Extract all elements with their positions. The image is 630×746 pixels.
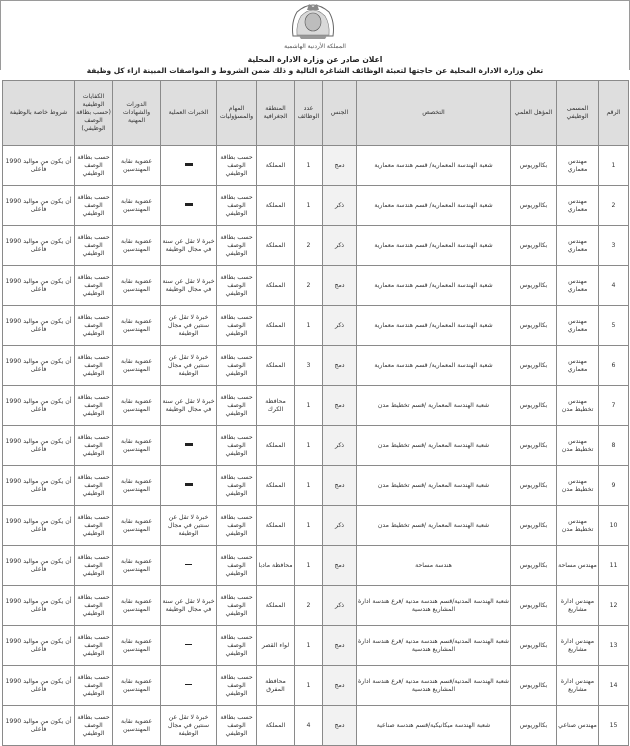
cell-conditions: أن يكون من مواليد 1990 فأعلى <box>3 586 75 626</box>
cell-title: مهندس تخطيط مدن <box>557 466 599 506</box>
cell-count: 1 <box>295 506 323 546</box>
cell-num: 9 <box>599 466 629 506</box>
cell-region: المملكة <box>257 506 295 546</box>
cell-region: المملكة <box>257 586 295 626</box>
table-row <box>3 146 629 186</box>
cell-specialization: شعبة الهندسة ميكانيكية/قسم هندسة صناعية <box>357 706 511 746</box>
cell-conditions: أن يكون من مواليد 1990 فأعلى <box>3 546 75 586</box>
cell-competencies: حسب بطاقة الوصف الوظيفي <box>75 386 113 426</box>
cell-title: مهندس معماري <box>557 226 599 266</box>
table-row <box>3 266 629 306</box>
cell-region: المملكة <box>257 226 295 266</box>
cell-courses: عضوية نقابة المهندسين <box>113 506 161 546</box>
cell-num: 11 <box>599 546 629 586</box>
cell-title: مهندس تخطيط مدن <box>557 426 599 466</box>
cell-tasks: حسب بطاقة الوصف الوظيفي <box>217 506 257 546</box>
cell-qualification: بكالوريوس <box>511 426 557 466</box>
cell-conditions: أن يكون من مواليد 1990 فأعلى <box>3 306 75 346</box>
cell-experience <box>161 466 217 506</box>
empty-dash <box>185 443 193 446</box>
cell-num: 12 <box>599 586 629 626</box>
cell-gender: ذكر <box>323 506 357 546</box>
cell-competencies: حسب بطاقة الوصف الوظيفي <box>75 546 113 586</box>
cell-qualification: بكالوريوس <box>511 186 557 226</box>
cell-count: 1 <box>295 466 323 506</box>
coat-of-arms-emblem <box>287 2 339 40</box>
cell-specialization: شعبة الهندسة المعمارية /قسم تخطيط مدن <box>357 386 511 426</box>
cell-specialization: شعبة الهندسة المعمارية/ قسم هندسة معمارية <box>357 306 511 346</box>
cell-qualification: بكالوريوس <box>511 586 557 626</box>
cell-title: مهندس معماري <box>557 186 599 226</box>
cell-specialization: شعبة الهندسة المعمارية/ قسم هندسة معمارية <box>357 146 511 186</box>
cell-experience <box>161 146 217 186</box>
cell-courses: عضوية نقابة المهندسين <box>113 186 161 226</box>
cell-courses: عضوية نقابة المهندسين <box>113 146 161 186</box>
ministry-calligraphy: المملكة الأردنية الهاشمية <box>284 43 346 50</box>
empty-dash <box>185 644 192 645</box>
cell-region: المملكة <box>257 706 295 746</box>
cell-num: 3 <box>599 226 629 266</box>
cell-conditions: أن يكون من مواليد 1990 فأعلى <box>3 226 75 266</box>
cell-count: 2 <box>295 226 323 266</box>
table-row <box>3 346 629 386</box>
cell-region: المملكة <box>257 306 295 346</box>
cell-count: 1 <box>295 306 323 346</box>
cell-experience: خبرة لا تقل عن سنة في مجال الوظيفة <box>161 586 217 626</box>
cell-title: مهندس تخطيط مدن <box>557 386 599 426</box>
cell-experience: خبرة لا تقل عن سنة في مجال الوظيفة <box>161 386 217 426</box>
cell-qualification: بكالوريوس <box>511 666 557 706</box>
cell-num: 8 <box>599 426 629 466</box>
cell-specialization: شعبة الهندسة المدنية/قسم هندسة مدنية /فرع هندسة ادارة المشاريع هندسية <box>357 666 511 706</box>
cell-tasks: حسب بطاقة الوصف الوظيفي <box>217 546 257 586</box>
cell-tasks: حسب بطاقة الوصف الوظيفي <box>217 706 257 746</box>
cell-tasks: حسب بطاقة الوصف الوظيفي <box>217 266 257 306</box>
cell-qualification: بكالوريوس <box>511 266 557 306</box>
cell-specialization: شعبة الهندسة المعمارية/ قسم هندسة معمارية <box>357 346 511 386</box>
table-row <box>3 426 629 466</box>
cell-count: 1 <box>295 146 323 186</box>
cell-specialization: شعبة الهندسة المعمارية /قسم تخطيط مدن <box>357 426 511 466</box>
cell-region: المملكة <box>257 426 295 466</box>
cell-num: 4 <box>599 266 629 306</box>
header-tasks: المهام والمسؤوليات <box>217 81 257 146</box>
cell-qualification: بكالوريوس <box>511 386 557 426</box>
header-title: المسمى الوظيفي <box>557 81 599 146</box>
cell-gender: ذكر <box>323 226 357 266</box>
table-row <box>3 586 629 626</box>
cell-num: 15 <box>599 706 629 746</box>
cell-specialization: شعبة الهندسة المعمارية/ قسم هندسة معمارية <box>357 266 511 306</box>
cell-experience: خبرة لا تقل عن سنتين في مجال الوظيفة <box>161 506 217 546</box>
announcement-subtitle: تعلن وزارة الادارة المحلية عن حاجتها لتعبئة الوظائف الشاغرة التالية و ذلك ضمن الشروط و المواصفات المبينة ازاء كل وظيفة <box>86 66 544 75</box>
cell-tasks: حسب بطاقة الوصف الوظيفي <box>217 626 257 666</box>
cell-competencies: حسب بطاقة الوصف الوظيفي <box>75 586 113 626</box>
cell-qualification: بكالوريوس <box>511 546 557 586</box>
job-vacancies-table <box>2 80 629 746</box>
cell-title: مهندس صناعي <box>557 706 599 746</box>
cell-competencies: حسب بطاقة الوصف الوظيفي <box>75 626 113 666</box>
header-specialization: التخصص <box>357 81 511 146</box>
table-row <box>3 626 629 666</box>
cell-experience <box>161 626 217 666</box>
cell-count: 1 <box>295 626 323 666</box>
cell-num: 10 <box>599 506 629 546</box>
cell-courses: عضوية نقابة المهندسين <box>113 386 161 426</box>
empty-dash <box>185 564 192 565</box>
cell-conditions: أن يكون من مواليد 1990 فأعلى <box>3 426 75 466</box>
cell-experience: خبرة لا تقل عن سنتين في مجال الوظيفة <box>161 706 217 746</box>
page-top-border <box>0 0 630 1</box>
cell-title: مهندس تخطيط مدن <box>557 506 599 546</box>
cell-courses: عضوية نقابة المهندسين <box>113 266 161 306</box>
cell-region: المملكة <box>257 466 295 506</box>
cell-competencies: حسب بطاقة الوصف الوظيفي <box>75 226 113 266</box>
table-row <box>3 506 629 546</box>
cell-gender: ذكر <box>323 186 357 226</box>
cell-courses: عضوية نقابة المهندسين <box>113 226 161 266</box>
empty-dash <box>185 203 193 206</box>
cell-num: 6 <box>599 346 629 386</box>
header-count: عدد الوظائف <box>295 81 323 146</box>
cell-experience <box>161 666 217 706</box>
cell-title: مهندس ادارة مشاريع <box>557 666 599 706</box>
cell-competencies: حسب بطاقة الوصف الوظيفي <box>75 146 113 186</box>
cell-region: محافظة الكرك <box>257 386 295 426</box>
cell-qualification: بكالوريوس <box>511 226 557 266</box>
cell-qualification: بكالوريوس <box>511 706 557 746</box>
cell-tasks: حسب بطاقة الوصف الوظيفي <box>217 666 257 706</box>
cell-tasks: حسب بطاقة الوصف الوظيفي <box>217 346 257 386</box>
cell-title: مهندس مساحة <box>557 546 599 586</box>
cell-courses: عضوية نقابة المهندسين <box>113 706 161 746</box>
cell-gender: دمج <box>323 346 357 386</box>
cell-competencies: حسب بطاقة الوصف الوظيفي <box>75 706 113 746</box>
cell-count: 1 <box>295 546 323 586</box>
cell-conditions: أن يكون من مواليد 1990 فأعلى <box>3 506 75 546</box>
table-row <box>3 306 629 346</box>
cell-qualification: بكالوريوس <box>511 346 557 386</box>
table-row <box>3 226 629 266</box>
table-row <box>3 666 629 706</box>
cell-qualification: بكالوريوس <box>511 506 557 546</box>
cell-count: 2 <box>295 586 323 626</box>
cell-specialization: شعبة الهندسة المدنية/قسم هندسة مدنية /فرع هندسة ادارة المشاريع هندسية <box>357 626 511 666</box>
cell-tasks: حسب بطاقة الوصف الوظيفي <box>217 146 257 186</box>
cell-gender: دمج <box>323 666 357 706</box>
header-competencies: الكفايات الوظيفية (حسب بطاقة الوصف الوظيفي) <box>75 81 113 146</box>
table-row <box>3 706 629 746</box>
cell-num: 2 <box>599 186 629 226</box>
cell-experience: خبرة لا تقل عن سنتين في مجال الوظيفة <box>161 346 217 386</box>
cell-gender: دمج <box>323 386 357 426</box>
cell-competencies: حسب بطاقة الوصف الوظيفي <box>75 666 113 706</box>
empty-dash <box>185 163 193 166</box>
cell-gender: دمج <box>323 706 357 746</box>
cell-title: مهندس معماري <box>557 146 599 186</box>
cell-qualification: بكالوريوس <box>511 466 557 506</box>
cell-count: 1 <box>295 666 323 706</box>
cell-count: 3 <box>295 346 323 386</box>
table-row <box>3 546 629 586</box>
cell-num: 5 <box>599 306 629 346</box>
cell-region: المملكة <box>257 346 295 386</box>
cell-count: 1 <box>295 426 323 466</box>
table-body <box>3 146 629 746</box>
header-gender: الجنس <box>323 81 357 146</box>
cell-specialization: هندسة مساحة <box>357 546 511 586</box>
cell-region: المملكة <box>257 266 295 306</box>
cell-courses: عضوية نقابة المهندسين <box>113 586 161 626</box>
cell-count: 4 <box>295 706 323 746</box>
header-qualification: المؤهل العلمي <box>511 81 557 146</box>
cell-region: محافظة مادبا <box>257 546 295 586</box>
cell-courses: عضوية نقابة المهندسين <box>113 546 161 586</box>
cell-conditions: أن يكون من مواليد 1990 فأعلى <box>3 466 75 506</box>
cell-experience <box>161 186 217 226</box>
table-row <box>3 466 629 506</box>
cell-courses: عضوية نقابة المهندسين <box>113 626 161 666</box>
cell-title: مهندس ادارة مشاريع <box>557 626 599 666</box>
cell-specialization: شعبة الهندسة المعمارية /قسم تخطيط مدن <box>357 506 511 546</box>
cell-conditions: أن يكون من مواليد 1990 فأعلى <box>3 706 75 746</box>
header-experience: الخبرات العملية <box>161 81 217 146</box>
cell-experience: خبرة لا تقل عن سنة في مجال الوظيفة <box>161 266 217 306</box>
cell-competencies: حسب بطاقة الوصف الوظيفي <box>75 306 113 346</box>
cell-specialization: شعبة الهندسة المعمارية/ قسم هندسة معمارية <box>357 186 511 226</box>
cell-experience <box>161 426 217 466</box>
cell-specialization: شعبة الهندسة المعمارية /قسم تخطيط مدن <box>357 466 511 506</box>
cell-region: المملكة <box>257 146 295 186</box>
cell-conditions: أن يكون من مواليد 1990 فأعلى <box>3 346 75 386</box>
cell-gender: دمج <box>323 466 357 506</box>
cell-tasks: حسب بطاقة الوصف الوظيفي <box>217 586 257 626</box>
cell-title: مهندس ادارة مشاريع <box>557 586 599 626</box>
cell-conditions: أن يكون من مواليد 1990 فأعلى <box>3 266 75 306</box>
cell-num: 13 <box>599 626 629 666</box>
cell-conditions: أن يكون من مواليد 1990 فأعلى <box>3 146 75 186</box>
cell-tasks: حسب بطاقة الوصف الوظيفي <box>217 386 257 426</box>
cell-experience <box>161 546 217 586</box>
cell-competencies: حسب بطاقة الوصف الوظيفي <box>75 346 113 386</box>
cell-competencies: حسب بطاقة الوصف الوظيفي <box>75 266 113 306</box>
cell-experience: خبرة لا تقل عن سنتين في مجال الوظيفة <box>161 306 217 346</box>
header-region: المنطقة الجغرافية <box>257 81 295 146</box>
header-conditions: شروط خاصة بالوظيفة <box>3 81 75 146</box>
cell-qualification: بكالوريوس <box>511 306 557 346</box>
cell-tasks: حسب بطاقة الوصف الوظيفي <box>217 426 257 466</box>
cell-competencies: حسب بطاقة الوصف الوظيفي <box>75 426 113 466</box>
cell-num: 7 <box>599 386 629 426</box>
cell-title: مهندس معماري <box>557 306 599 346</box>
cell-conditions: أن يكون من مواليد 1990 فأعلى <box>3 626 75 666</box>
table-row <box>3 386 629 426</box>
cell-qualification: بكالوريوس <box>511 146 557 186</box>
table-row <box>3 186 629 226</box>
cell-count: 1 <box>295 386 323 426</box>
cell-gender: دمج <box>323 146 357 186</box>
cell-conditions: أن يكون من مواليد 1990 فأعلى <box>3 386 75 426</box>
empty-dash <box>185 483 193 486</box>
cell-gender: دمج <box>323 266 357 306</box>
cell-count: 2 <box>295 266 323 306</box>
cell-gender: ذكر <box>323 306 357 346</box>
cell-title: مهندس معماري <box>557 346 599 386</box>
cell-gender: ذكر <box>323 586 357 626</box>
cell-courses: عضوية نقابة المهندسين <box>113 466 161 506</box>
cell-qualification: بكالوريوس <box>511 626 557 666</box>
header-num: الرقم <box>599 81 629 146</box>
cell-gender: دمج <box>323 546 357 586</box>
cell-specialization: شعبة الهندسة المعمارية/ قسم هندسة معمارية <box>357 226 511 266</box>
cell-tasks: حسب بطاقة الوصف الوظيفي <box>217 466 257 506</box>
cell-tasks: حسب بطاقة الوصف الوظيفي <box>217 306 257 346</box>
cell-count: 1 <box>295 186 323 226</box>
table-header-row <box>3 81 629 146</box>
cell-courses: عضوية نقابة المهندسين <box>113 346 161 386</box>
cell-title: مهندس معماري <box>557 266 599 306</box>
cell-num: 14 <box>599 666 629 706</box>
cell-conditions: أن يكون من مواليد 1990 فأعلى <box>3 666 75 706</box>
cell-courses: عضوية نقابة المهندسين <box>113 306 161 346</box>
cell-specialization: شعبة الهندسة المدنية/قسم هندسة مدنية /فرع هندسة ادارة المشاريع هندسية <box>357 586 511 626</box>
empty-dash <box>185 684 192 685</box>
cell-region: لواء القصر <box>257 626 295 666</box>
cell-tasks: حسب بطاقة الوصف الوظيفي <box>217 226 257 266</box>
cell-courses: عضوية نقابة المهندسين <box>113 666 161 706</box>
cell-competencies: حسب بطاقة الوصف الوظيفي <box>75 186 113 226</box>
announcement-title: اعلان صادر عن وزارة الادارة المحلية <box>247 55 383 64</box>
cell-region: محافظة المفرق <box>257 666 295 706</box>
cell-tasks: حسب بطاقة الوصف الوظيفي <box>217 186 257 226</box>
cell-region: المملكة <box>257 186 295 226</box>
cell-num: 1 <box>599 146 629 186</box>
cell-competencies: حسب بطاقة الوصف الوظيفي <box>75 466 113 506</box>
cell-competencies: حسب بطاقة الوصف الوظيفي <box>75 506 113 546</box>
cell-courses: عضوية نقابة المهندسين <box>113 426 161 466</box>
cell-conditions: أن يكون من مواليد 1990 فأعلى <box>3 186 75 226</box>
header-courses: الدورات والشهادات المهنية <box>113 81 161 146</box>
cell-gender: دمج <box>323 626 357 666</box>
cell-experience: خبرة لا تقل عن سنة في مجال الوظيفة <box>161 226 217 266</box>
cell-gender: ذكر <box>323 426 357 466</box>
